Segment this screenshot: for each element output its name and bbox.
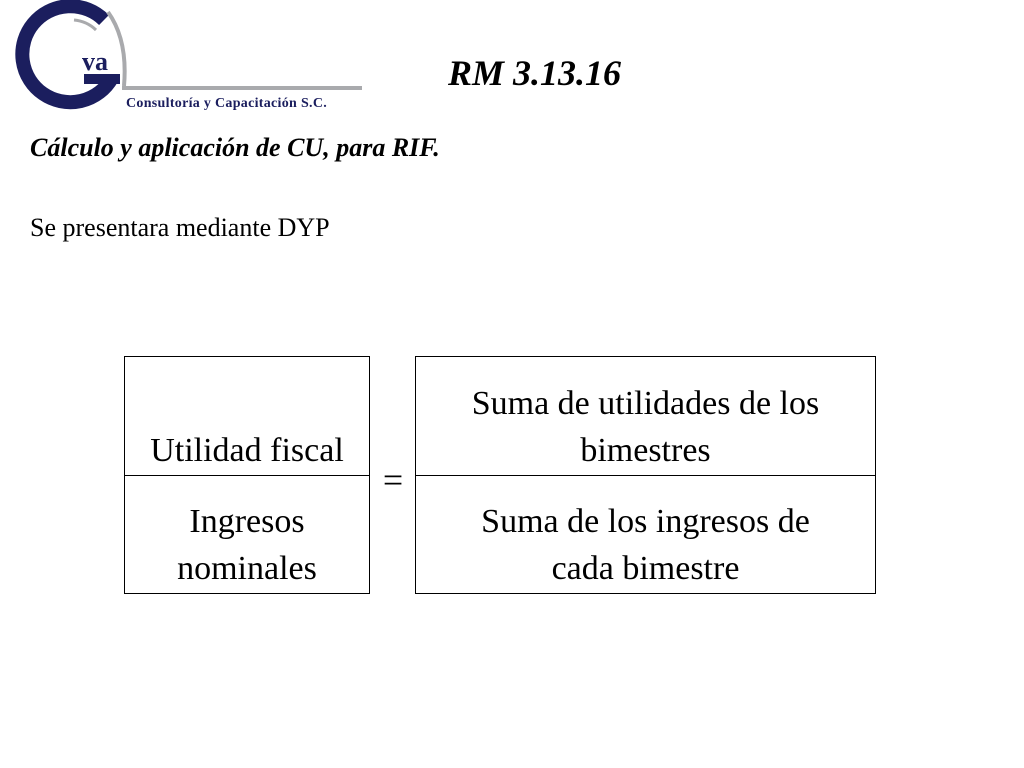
company-name: Consultoría y Capacitación S.C. [126, 96, 328, 111]
right-denominator-cell [415, 475, 876, 594]
left-numerator-text: Utilidad fiscal [150, 432, 344, 469]
left-numerator-cell [124, 356, 370, 476]
equals-sign: = [382, 460, 404, 500]
left-denominator-cell [124, 475, 370, 594]
slide-subtitle: Cálculo y aplicación de CU, para RIF. [30, 133, 440, 162]
logo-letters: va [82, 47, 108, 76]
right-numerator-cell [415, 356, 876, 476]
left-denominator-line: nominales [177, 550, 317, 587]
body-text: Se presentara mediante DYP [30, 213, 330, 242]
right-numerator-line: bimestres [580, 432, 711, 469]
right-denominator-line: Suma de los ingresos de [481, 503, 810, 540]
right-denominator-line: cada bimestre [551, 550, 740, 587]
left-denominator-line: Ingresos [189, 503, 305, 540]
right-numerator-line: Suma de utilidades de los [471, 385, 820, 422]
company-logo [0, 0, 380, 118]
slide-title: RM 3.13.16 [448, 53, 622, 93]
